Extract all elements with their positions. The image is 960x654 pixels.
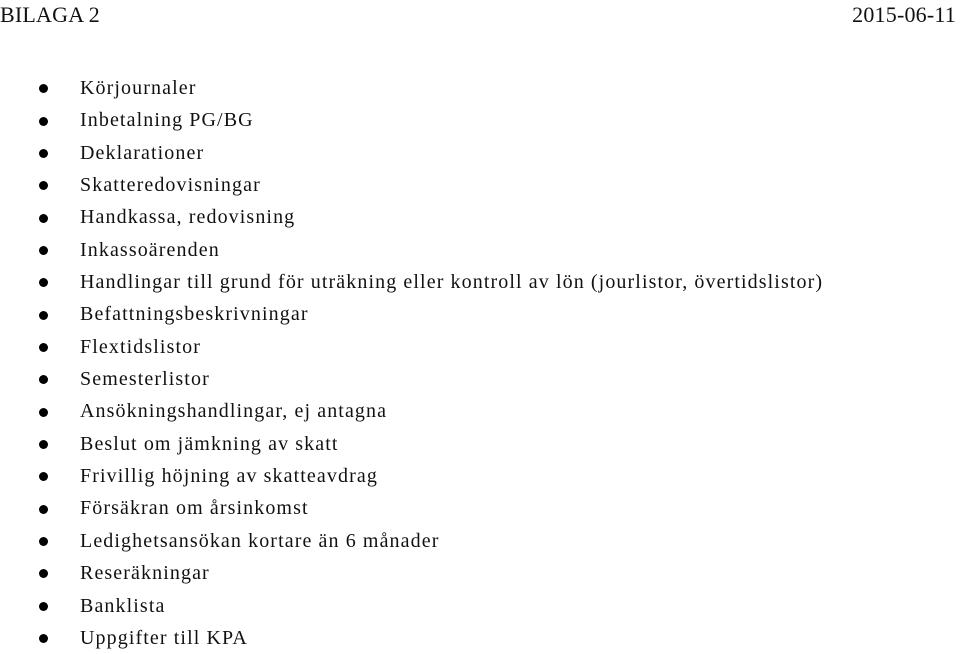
appendix-label: BILAGA 2 (0, 2, 100, 27)
document-date: 2015-06-11 (852, 2, 956, 27)
list-item (0, 428, 823, 460)
list-item (0, 169, 823, 201)
document-item-list (0, 72, 823, 654)
list-item-text: Deklarationer (80, 141, 205, 164)
bullet-icon (39, 214, 48, 223)
bullet-icon (39, 569, 48, 578)
list-item-text: Inbetalning PG/BG (80, 109, 254, 132)
bullet-icon (39, 84, 48, 93)
list-item (0, 201, 823, 233)
bullet-icon (39, 408, 48, 417)
list-item (0, 590, 823, 622)
list-item (0, 266, 823, 298)
bullet-icon (39, 634, 48, 643)
list-item (0, 557, 823, 589)
list-item (0, 525, 823, 557)
list-item-text: Körjournaler (80, 77, 197, 99)
list-item-text: Skatteredovisningar (80, 174, 261, 197)
list-item (0, 234, 823, 266)
list-item-text: Ansökningshandlingar, ej antagna (80, 400, 388, 423)
list-item-text: Reseräkningar (80, 562, 210, 585)
bullet-icon (39, 537, 48, 546)
bullet-icon (39, 181, 48, 190)
list-item-text: Försäkran om årsinkomst (80, 497, 309, 520)
list-item-text: Beslut om jämkning av skatt (80, 432, 339, 455)
list-item-text: Inkassoärenden (80, 238, 220, 261)
bullet-icon (39, 278, 48, 287)
list-item (0, 298, 823, 330)
bullet-icon (39, 246, 48, 255)
list-item-text: Frivillig höjning av skatteavdrag (80, 465, 378, 488)
bullet-icon (39, 375, 48, 384)
list-item (0, 622, 823, 654)
bullet-icon (39, 117, 48, 126)
list-item-text: Handkassa, redovisning (80, 206, 296, 229)
bullet-icon (39, 472, 48, 481)
bullet-icon (39, 440, 48, 449)
list-item-text: Semesterlistor (80, 368, 210, 391)
list-item-text: Befattningsbeskrivningar (80, 303, 309, 326)
list-item (0, 331, 823, 363)
list-item (0, 460, 823, 492)
bullet-icon (39, 505, 48, 514)
list-item (0, 395, 823, 427)
bullet-icon (39, 602, 48, 611)
list-item-text: Flextidslistor (80, 335, 201, 358)
bullet-icon (39, 149, 48, 158)
list-item (0, 137, 823, 169)
list-item-text: Uppgifter till KPA (80, 626, 248, 649)
list-item-text: Handlingar till grund för uträkning eller kontroll av lön (jourlistor, övertidslistor) (80, 271, 824, 294)
list-item (0, 363, 823, 395)
list-item-text: Ledighetsansökan kortare än 6 månader (80, 529, 440, 552)
list-item (0, 72, 823, 104)
bullet-icon (39, 311, 48, 320)
list-item (0, 104, 823, 136)
bullet-icon (39, 343, 48, 352)
list-item-text: Banklista (80, 594, 166, 617)
list-item (0, 492, 823, 524)
